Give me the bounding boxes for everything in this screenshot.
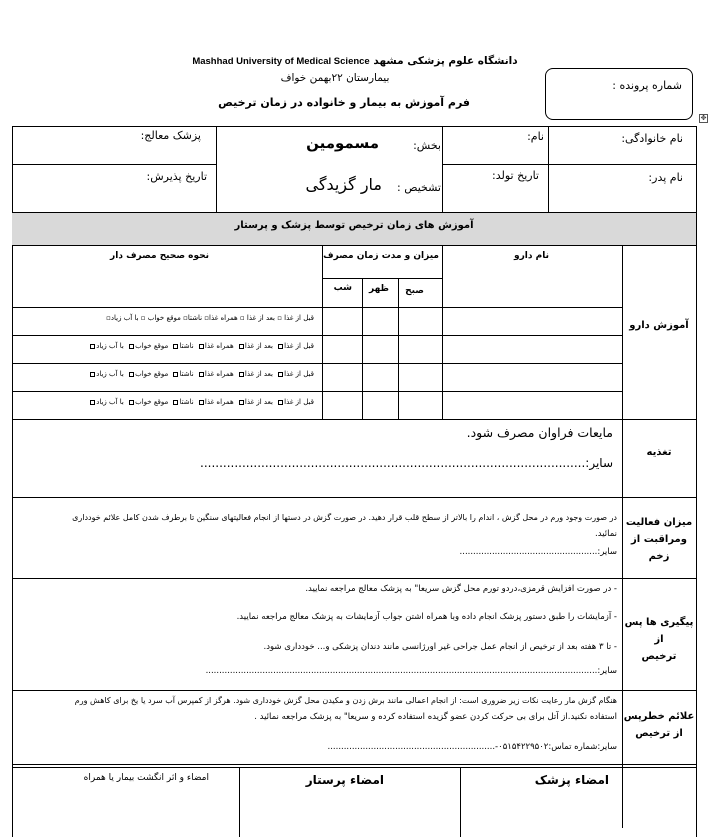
- doctor-signature[interactable]: امضاء پزشک: [534, 773, 609, 787]
- nutrition-side-label: تغذیه: [646, 447, 672, 458]
- grid-line: [12, 767, 696, 768]
- checkbox[interactable]: [278, 372, 283, 377]
- grid-line: [216, 126, 217, 212]
- checkbox[interactable]: [173, 344, 178, 349]
- noon-header: ظهر: [368, 284, 389, 294]
- frame-right: [696, 126, 697, 837]
- checkbox[interactable]: [90, 400, 95, 405]
- checkbox[interactable]: [239, 400, 244, 405]
- option-much-water[interactable]: با آب زیاد: [96, 370, 124, 378]
- patient-signature[interactable]: امضاء و اثر انگشت بیمار یا همراه: [83, 773, 209, 783]
- checkbox[interactable]: [90, 344, 95, 349]
- activity-side-label-1: میزان فعالیت: [625, 517, 693, 528]
- university-name: [190, 55, 520, 67]
- option-bedtime[interactable]: موقع خواب: [135, 398, 169, 406]
- last-name-label: نام خانوادگی:: [621, 132, 683, 145]
- checkbox[interactable]: [278, 400, 283, 405]
- grid-line: [398, 278, 399, 420]
- table-move-handle-icon[interactable]: ✥: [700, 114, 707, 122]
- grid-line: [12, 307, 622, 308]
- frame-top: [12, 126, 696, 127]
- grid-line: [442, 245, 443, 420]
- option-with-meal[interactable]: همراه غذا: [204, 398, 234, 406]
- checkbox[interactable]: [129, 400, 134, 405]
- danger-contact[interactable]: سایر:شماره تماس:۰۵۱۵۴۲۲۹۵۰۲-..............................................................: [327, 742, 617, 752]
- danger-line-1: هنگام گزش مار رعایت نکات زیر ضروری است: از انجام اعمالی مانند برش زدن و مکیدن محل گزش خودداری شود. هرگز از کمپرس آب سرد یا یخ برای کاهش ورم: [74, 696, 617, 705]
- checkbox[interactable]: [239, 372, 244, 377]
- grid-line: [12, 245, 696, 246]
- ward-label: بخش:: [413, 139, 441, 152]
- option-with-meal[interactable]: همراه غذا: [204, 342, 234, 350]
- medication-side-label: آموزش دارو: [629, 320, 689, 331]
- checkbox[interactable]: [199, 344, 204, 349]
- grid-line: [12, 764, 696, 765]
- grid-line: [12, 578, 696, 579]
- followup-other-label: سایر:: [597, 666, 617, 676]
- diagnosis-value: مار گزیدگی: [305, 175, 382, 194]
- checkbox[interactable]: [90, 372, 95, 377]
- file-number-box[interactable]: [545, 68, 693, 120]
- checkbox[interactable]: [173, 400, 178, 405]
- option-before-meal[interactable]: قبل از غذا: [284, 342, 314, 350]
- followup-side-label-1: پیگیری ها پس از: [624, 617, 694, 645]
- discharge-education-header: [12, 213, 696, 245]
- file-number-label: شماره پرونده :: [612, 79, 682, 92]
- option-fasting[interactable]: ناشتا: [179, 370, 194, 378]
- grid-line: [12, 391, 622, 392]
- usage-options-row-3[interactable]: [18, 370, 314, 378]
- drug-name-header: نام دارو: [514, 251, 549, 261]
- activity-side-label: [622, 514, 696, 565]
- usage-options-row-4[interactable]: [18, 398, 314, 406]
- danger-side-label: [622, 708, 696, 742]
- option-after-meal[interactable]: بعد از غذا: [244, 370, 273, 378]
- option-after-meal[interactable]: بعد از غذا: [244, 398, 273, 406]
- hospital-name: بیمارستان ۲۲بهمن خواف: [280, 72, 390, 84]
- grid-line: [12, 335, 622, 336]
- grid-line: [12, 363, 622, 364]
- option-much-water[interactable]: با آب زیاد: [96, 342, 124, 350]
- option-before-meal[interactable]: قبل از غذا: [284, 398, 314, 406]
- form-title: فرم آموزش به بیمار و خانواده در زمان ترخیص: [218, 96, 470, 109]
- grid-line: [12, 419, 696, 420]
- checkbox[interactable]: [199, 400, 204, 405]
- checkbox[interactable]: [199, 372, 204, 377]
- diagnosis-label: تشخیص :: [397, 181, 441, 194]
- option-before-meal[interactable]: قبل از غذا: [284, 370, 314, 378]
- grid-line: [239, 767, 240, 837]
- grid-line: [12, 497, 696, 498]
- activity-other-label: سایر:: [597, 547, 617, 557]
- grid-line: [548, 126, 549, 212]
- grid-line: [362, 278, 363, 420]
- option-bedtime[interactable]: موقع خواب: [135, 342, 169, 350]
- activity-line-1: در صورت وجود ورم در محل گزش ، اندام را بالاتر از سطح قلب قرار دهید. در صورت گزش در دستها از انجام فعالیتهای سنگین تا برطرف شدن کامل علائم خودداری: [72, 513, 617, 522]
- option-much-water[interactable]: با آب زیاد: [96, 398, 124, 406]
- night-header: شب: [333, 283, 352, 293]
- option-fasting[interactable]: ناشتا: [179, 398, 194, 406]
- danger-side-label-1: علائم خطرپس: [623, 711, 695, 722]
- university-name-en: Mashhad University of Medical Science: [192, 56, 370, 67]
- followup-side-label: [622, 614, 696, 665]
- usage-options-row-2[interactable]: [18, 342, 314, 350]
- activity-line-2: نمائید.: [595, 529, 617, 539]
- grid-line: [322, 245, 323, 420]
- section-title: آموزش های زمان ترخیص توسط پزشک و پرستار: [234, 220, 474, 231]
- checkbox[interactable]: [278, 344, 283, 349]
- morning-header: صبح: [405, 286, 424, 296]
- birth-date-label: تاریخ تولد:: [492, 169, 539, 182]
- option-fasting[interactable]: ناشتا: [179, 342, 194, 350]
- checkbox[interactable]: [173, 372, 178, 377]
- grid-line: [12, 690, 696, 691]
- nutrition-line-1: مایعات فراوان مصرف شود.: [466, 425, 613, 440]
- dose-duration-header: میزان و مدت زمان مصرف: [323, 251, 439, 261]
- checkbox[interactable]: [129, 372, 134, 377]
- grid-line: [442, 164, 696, 165]
- attending-doctor-label: پزشک معالج:: [140, 129, 201, 142]
- usage-header: نحوه صحیح مصرف دار: [110, 251, 209, 261]
- nutrition-other[interactable]: سایر:.....................................................................................................: [200, 456, 613, 470]
- ward-value: مسمومین: [306, 134, 379, 152]
- university-name-fa: دانشگاه علوم پزشکی مشهد: [373, 55, 518, 67]
- followup-side-label-2: ترخیص: [641, 651, 677, 662]
- danger-contact-label: سایر:شماره تماس:۰۵۱۵۴۲۲۹۵۰۲-: [495, 742, 617, 752]
- followup-line-1: - در صورت افزایش قرمزی،دردو تورم محل گزش سریعا" به پزشک معالج مراجعه نمایید.: [305, 584, 617, 594]
- activity-other[interactable]: سایر:...................................................: [459, 547, 617, 557]
- option-bedtime[interactable]: موقع خواب: [135, 370, 169, 378]
- option-with-meal[interactable]: همراه غذا: [204, 370, 234, 378]
- followup-line-3: - تا ۳ هفته بعد از ترخیص از انجام عمل جراحی غیر اورژانسی مانند دندان پزشکی و... خودداری شود.: [263, 642, 617, 652]
- first-name-label: نام:: [527, 130, 544, 143]
- danger-side-label-2: از ترخیص: [635, 728, 683, 739]
- activity-side-label-2: ومراقبت از زخم: [631, 534, 687, 562]
- grid-line: [460, 767, 461, 837]
- option-after-meal[interactable]: بعد از غذا: [244, 342, 273, 350]
- followup-other[interactable]: سایر:.................................................................................................................................................: [205, 666, 617, 676]
- nutrition-other-label: سایر:: [585, 456, 613, 470]
- followup-line-2: - آزمایشات را طبق دستور پزشک انجام داده وبا همراه اشتن جواب آزمایشات به پزشک معالج مراجعه نمایید.: [236, 612, 617, 622]
- usage-options-row-1[interactable]: قبل از غذا ▫ بعد از غذا ▫ همراه غذا▫ ناشتا▫ موقع خواب ▫ با آب زیاد▫: [106, 314, 314, 322]
- admission-date-label: تاریخ پذیرش:: [146, 170, 207, 183]
- danger-line-2: استفاده نکنید.از آتل برای بی حرکت کردن عضو گزیده استفاده کرده و سریعا" به پزشک مراجعه نمائید .: [254, 712, 617, 722]
- grid-line: [442, 126, 443, 212]
- checkbox[interactable]: [239, 344, 244, 349]
- father-name-label: نام پدر:: [648, 171, 683, 184]
- checkbox[interactable]: [129, 344, 134, 349]
- grid-line: [12, 164, 216, 165]
- grid-line: [322, 278, 442, 279]
- nurse-signature[interactable]: امضاء پرستار: [305, 773, 384, 787]
